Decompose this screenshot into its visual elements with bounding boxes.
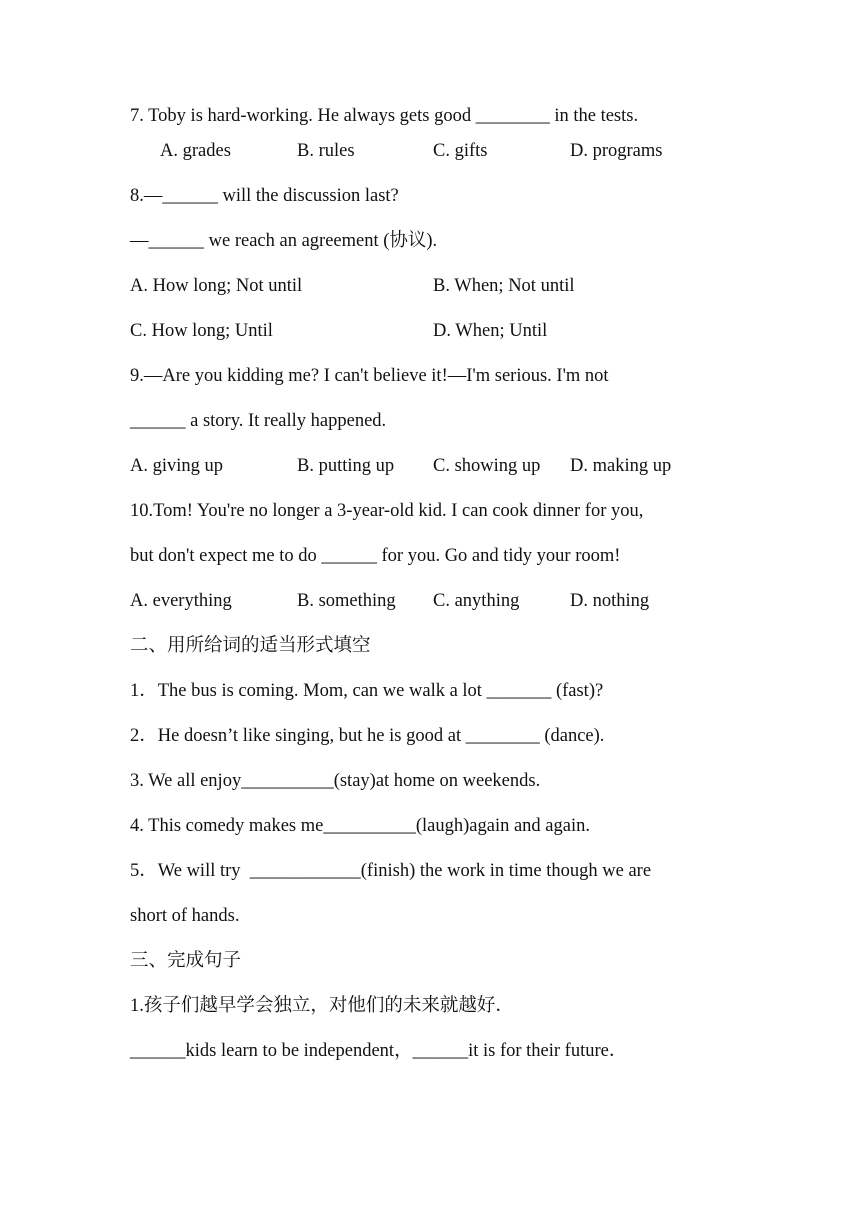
q9-option-a: A. giving up (130, 456, 224, 476)
q8-line2: —______ we reach an agreement (协议). (130, 231, 438, 251)
section3-title: 三、完成句子 (130, 951, 242, 971)
q10-line1: 10.Tom! You're no longer a 3-year-old kid. I can cook dinner for you, (130, 501, 644, 521)
section2-title: 二、用所给词的适当形式填空 (130, 636, 371, 656)
q8-option-c: C. How long; Until (130, 321, 273, 341)
section3-item-1-english: ______kids learn to be independent，______it is for their future． (130, 1041, 628, 1061)
q8-option-d: D. When; Until (433, 321, 548, 341)
section2-item-2: 2．He doesn’t like singing, but he is good at ________ (dance). (130, 726, 605, 746)
q8-option-a: A. How long; Not until (130, 276, 303, 296)
q7-option-c: C. gifts (433, 141, 488, 161)
q10-option-c: C. anything (433, 591, 520, 611)
q9-line1: 9.—Are you kidding me? I can't believe it!—I'm serious. I'm not (130, 366, 609, 386)
q9-option-d: D. making up (570, 456, 672, 476)
q10-option-d: D. nothing (570, 591, 650, 611)
section3-item-1-chinese: 1.孩子们越早学会独立，对他们的未来就越好． (130, 996, 514, 1016)
q7-option-a: A. grades (160, 141, 231, 161)
section2-item-5: 5．We will try ____________(finish) the work in time though we are (130, 861, 652, 881)
q9-option-c: C. showing up (433, 456, 541, 476)
q7-option-b: B. rules (297, 141, 355, 161)
q7-option-d: D. programs (570, 141, 663, 161)
q10-line2: but don't expect me to do ______ for you. Go and tidy your room! (130, 546, 621, 566)
q8-line1: 8.—______ will the discussion last? (130, 186, 399, 206)
q9-option-b: B. putting up (297, 456, 395, 476)
q10-option-a: A. everything (130, 591, 232, 611)
section2-item-4: 4. This comedy makes me__________(laugh)again and again. (130, 816, 590, 836)
section2-item-3: 3. We all enjoy__________(stay)at home on weekends. (130, 771, 541, 791)
section2-item-1: 1．The bus is coming. Mom, can we walk a lot _______ (fast)? (130, 681, 604, 701)
q7-stem: 7. Toby is hard-working. He always gets good ________ in the tests. (130, 106, 639, 126)
section2-item-5-continued: short of hands. (130, 906, 240, 926)
q10-option-b: B. something (297, 591, 396, 611)
q9-line2: ______ a story. It really happened. (130, 411, 387, 431)
q8-option-b: B. When; Not until (433, 276, 575, 296)
